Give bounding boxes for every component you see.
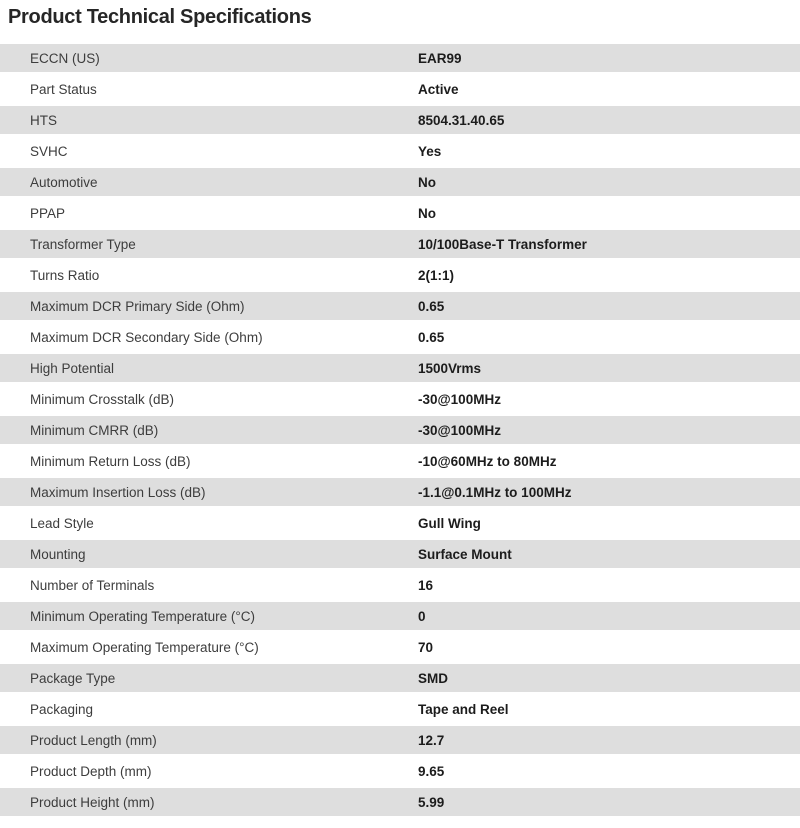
spec-label: SVHC: [30, 143, 68, 159]
spec-value: Active: [418, 81, 459, 97]
spec-value: 2(1:1): [418, 267, 455, 283]
spec-label: Packaging: [30, 701, 94, 717]
spec-row-max-insertion-loss: [0, 478, 800, 506]
spec-label: Minimum Return Loss (dB): [30, 453, 191, 469]
spec-value: 16: [418, 577, 434, 593]
spec-row-min-crosstalk: [0, 385, 800, 413]
spec-value: 1500Vrms: [418, 360, 482, 376]
spec-row-product-depth: [0, 757, 800, 785]
spec-label: Maximum Operating Temperature (°C): [30, 639, 259, 655]
spec-label: Maximum DCR Primary Side (Ohm): [30, 298, 245, 314]
spec-label: Mounting: [30, 546, 86, 562]
spec-row-number-of-terminals: [0, 571, 800, 599]
spec-row-max-dcr-primary: [0, 292, 800, 320]
spec-row-packaging: [0, 695, 800, 723]
spec-row-eccn: [0, 44, 800, 72]
spec-label: Package Type: [30, 670, 116, 686]
spec-row-product-length: [0, 726, 800, 754]
spec-row-svhc: [0, 137, 800, 165]
spec-label: Product Depth (mm): [30, 763, 152, 779]
spec-row-hts: [0, 106, 800, 134]
spec-value: -30@100MHz: [418, 391, 501, 407]
spec-label: ECCN (US): [30, 50, 100, 66]
spec-value: Yes: [418, 143, 442, 159]
spec-value: 8504.31.40.65: [418, 112, 505, 128]
spec-label: Minimum Crosstalk (dB): [30, 391, 175, 407]
spec-row-max-dcr-secondary: [0, 323, 800, 351]
spec-label: Product Height (mm): [30, 794, 155, 810]
spec-value: SMD: [418, 670, 448, 686]
spec-label: Lead Style: [30, 515, 94, 531]
spec-value: 9.65: [418, 763, 445, 779]
spec-row-mounting: [0, 540, 800, 568]
spec-row-turns-ratio: [0, 261, 800, 289]
spec-label: Minimum Operating Temperature (°C): [30, 608, 255, 624]
spec-label: Maximum DCR Secondary Side (Ohm): [30, 329, 263, 345]
spec-value: Surface Mount: [418, 546, 512, 562]
spec-row-ppap: [0, 199, 800, 227]
spec-row-max-operating-temp: [0, 633, 800, 661]
spec-label: Minimum CMRR (dB): [30, 422, 159, 438]
spec-value: -10@60MHz to 80MHz: [418, 453, 557, 469]
spec-value: 0: [418, 608, 426, 624]
spec-value: 0.65: [418, 298, 445, 314]
spec-label: HTS: [30, 112, 57, 128]
page-title: Product Technical Specifications: [8, 6, 312, 28]
spec-value: 5.99: [418, 794, 445, 810]
spec-value: 10/100Base-T Transformer: [418, 236, 587, 252]
spec-table: [0, 44, 800, 816]
spec-label: Transformer Type: [30, 236, 136, 252]
spec-label: Automotive: [30, 174, 98, 190]
spec-row-package-type: [0, 664, 800, 692]
spec-label: Turns Ratio: [30, 267, 100, 283]
spec-value: Gull Wing: [418, 515, 481, 531]
spec-value: Tape and Reel: [418, 701, 509, 717]
spec-label: Product Length (mm): [30, 732, 157, 748]
spec-value: 70: [418, 639, 434, 655]
spec-value: 12.7: [418, 732, 445, 748]
spec-row-lead-style: [0, 509, 800, 537]
spec-row-product-height: [0, 788, 800, 816]
spec-row-min-return-loss: [0, 447, 800, 475]
spec-row-high-potential: [0, 354, 800, 382]
spec-row-automotive: [0, 168, 800, 196]
spec-label: Part Status: [30, 81, 97, 97]
spec-label: High Potential: [30, 360, 115, 376]
spec-label: PPAP: [30, 205, 66, 221]
spec-value: No: [418, 205, 436, 221]
spec-row-min-operating-temp: [0, 602, 800, 630]
spec-label: Maximum Insertion Loss (dB): [30, 484, 206, 500]
spec-row-min-cmrr: [0, 416, 800, 444]
spec-row-transformer-type: [0, 230, 800, 258]
spec-value: 0.65: [418, 329, 445, 345]
spec-value: -30@100MHz: [418, 422, 501, 438]
spec-value: EAR99: [418, 50, 462, 66]
spec-row-part-status: [0, 75, 800, 103]
spec-label: Number of Terminals: [30, 577, 155, 593]
spec-value: No: [418, 174, 436, 190]
spec-value: -1.1@0.1MHz to 100MHz: [418, 484, 572, 500]
